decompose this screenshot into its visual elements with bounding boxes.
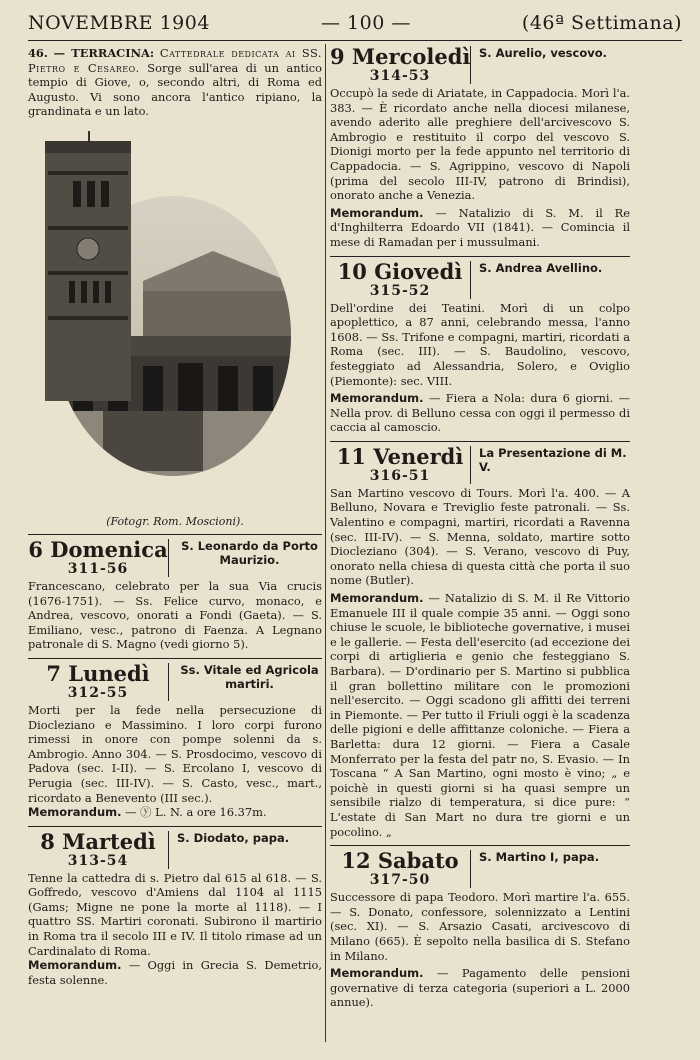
intro-text: Sorge sull'area di un antico tempio di Giove, o, secondo altri, di Roma ed Augusto. Vi sono ancora l'antico ripiano, la grandinata e un lato.	[28, 60, 322, 119]
day-10-memo-text: — Fiera a Nola: dura 6 giorni. — Nella prov. di Belluno cessa con oggi il permesso di caccia al camoscio.	[330, 391, 630, 435]
day-10-number: 315-52	[369, 282, 431, 299]
rule-11	[330, 441, 630, 442]
day-9-memo	[330, 206, 630, 250]
day-6-text: Francescano, celebrato per la sua Via crucis (1676-1751). — Ss. Felice curvo, monaco, e Andrea, vescovo, onorati a Fondi (Gaeta). — S. Emiliano, vesc., patrono di Faenza. A Legnano patronale di S. Magno (vedi giorno 5).	[28, 578, 322, 652]
day-12-text: Successore di papa Teodoro. Morì martire l'a. 655. — S. Donato, confessore, solennizzato a Lentini (sec. XI). — S. Arsazio Casati, arcivescovo di Milano (665). È sepolto nella basilica di S. Stefano in Milano.	[330, 890, 630, 963]
header-rule	[28, 40, 682, 41]
day-8-memo	[28, 958, 322, 987]
left-column	[28, 46, 322, 987]
rule-10	[330, 256, 630, 257]
day-10-header	[330, 258, 630, 299]
day-11-saint: La Presentazione di M. V.	[479, 445, 627, 474]
day-11-name: 11 Venerdì	[336, 443, 464, 469]
day-10-memo-label: Memorandum.	[330, 391, 424, 406]
photo-caption: (Fotogr. Rom. Moscioni).	[106, 514, 244, 528]
day-11-memo	[330, 591, 630, 839]
day-11-text: San Martino vescovo di Tours. Morì l'a. 400. — A Belluno, Novara e Treviglio feste patronali. — Ss. Valentino e compagni, martiri, ricordati a Ravenna (sec. III-IV). — S. Menna, soldato, martire sotto Diocleziano (304). — S. Verano, vescovo di Puy, onorato nella chiesa di questa città che porta il suo nome (Butler).	[330, 485, 630, 588]
day-8-saint: S. Diodato, papa.	[177, 830, 290, 845]
intro-title-caps: Cattedrale dedicata ai SS. Pietro e Cesareo.	[28, 46, 322, 75]
day-10-name: 10 Giovedì	[337, 258, 463, 284]
day-12-saint: S. Martino I, papa.	[479, 850, 600, 865]
rule-7	[28, 658, 322, 659]
header-month-year: NOVEMBRE 1904	[28, 12, 210, 34]
header-page-number: — 100 —	[321, 12, 411, 34]
day-9-box	[330, 46, 471, 84]
column-separator	[325, 44, 326, 1042]
day-11-header	[330, 443, 630, 484]
day-9-memo-label: Memorandum.	[330, 205, 424, 220]
intro-number: 46.	[28, 46, 48, 60]
intro-paragraph	[28, 46, 322, 119]
rule-12	[330, 845, 630, 846]
right-column	[330, 46, 630, 1010]
day-8-name: 8 Martedì	[40, 828, 156, 854]
day-7-box	[28, 660, 169, 701]
day-6-header	[28, 536, 322, 577]
day-7-name: 7 Lunedì	[46, 660, 150, 686]
day-9-text: Occupò la sede di Ariatate, in Cappadocia. Morì l'a. 383. — È ricordato anche nella diocesi milanese, avendo aderito alle preghiere dell'arcivescovo S. Ambrogio e restituito il corpo del vescovo S. Dionigi morto per la fede appunto nel territorio di Cappadocia. — S. Agrippino, vescovo di Napoli (prima del secolo III-IV, patrono di Brindisi), onorato anche a Venezia.	[330, 86, 630, 203]
day-9-header	[330, 46, 630, 84]
day-8-box	[28, 828, 169, 869]
day-10-memo	[330, 391, 630, 435]
day-7-memo	[28, 805, 322, 820]
day-9-memo-text: — Natalizio di S. M. il Re d'Inghilterra Edoardo VII (1841). — Comincia il mese di Ramadan per i mussulmani.	[330, 205, 630, 249]
day-9-saint: S. Aurelio, vescovo.	[479, 46, 607, 60]
day-7-memo-label: Memorandum.	[28, 805, 122, 820]
day-12-number: 317-50	[369, 872, 431, 889]
intro-title: — TERRACINA:	[53, 46, 155, 60]
day-10-box	[330, 258, 471, 299]
day-6-saint: S. Leonardo da Porto Maurizio.	[181, 538, 318, 567]
day-12-name: 12 Sabato	[341, 848, 459, 874]
day-6-box	[28, 536, 169, 577]
day-7-text: Morti per la fede nella persecuzione di Diocleziano e Massimino. I loro corpi furono rimessi in onore con pompe solenni da s. Ambrogio. Anno 304. — S. Prosdocimo, vescovo di Padova (sec. I-II). — S. Ercolano I, vescovo di Perugia (sec. III-IV). — S. Casto, vesc., mart., ricordato a Benevento (III sec.).	[28, 702, 322, 805]
rule-6	[28, 534, 322, 535]
page-header	[28, 8, 682, 38]
day-8-memo-text: — Oggi in Grecia S. Demetrio, festa solenne.	[28, 958, 322, 987]
rule-8	[28, 826, 322, 827]
day-6-number: 311-56	[67, 560, 129, 577]
day-12-memo-text: — Pagamento delle pensioni governative di terza categoria (superiori a L. 2000 annue).	[330, 966, 630, 1010]
day-7-saint: Ss. Vitale ed Agricola martiri.	[180, 662, 319, 691]
cathedral-photo	[43, 131, 293, 481]
day-12-header	[330, 850, 630, 888]
day-8-header	[28, 828, 322, 869]
day-8-memo-label: Memorandum.	[28, 958, 122, 973]
day-9-name: 9 Mercoledì	[330, 44, 471, 69]
day-12-memo-label: Memorandum.	[330, 966, 424, 981]
day-12-box	[330, 850, 471, 888]
day-8-text: Tenne la cattedra di s. Pietro dal 615 al 618. — S. Goffredo, vescovo d'Amiens dal 1104 al 1115 (Gams; Migne ne pone la morte al 1118). — I quattro SS. Martiri coronati. Subirono il martirio in Roma tra il secolo III e IV. Il titolo rimase ad un Cardinalato di Roma.	[28, 870, 322, 958]
day-8-number: 313-54	[67, 852, 129, 869]
day-6-name: 6 Domenica	[28, 536, 168, 562]
day-10-saint: S. Andrea Avellino.	[479, 260, 603, 275]
day-10-text: Dell'ordine dei Teatini. Morì di un colpo apoplettico, a 87 anni, celebrando messa, l'anno 1608. — Ss. Trifone e compagni, martiri, ricordati a Roma (sec. III). — S. Baudolino, vescovo, festeggiato ad Alessandria, Solero, e Oviglio (Piemonte): sec. VIII.	[330, 300, 630, 388]
day-7-number: 312-55	[67, 684, 129, 701]
day-11-box	[330, 443, 471, 484]
day-11-memo-label: Memorandum.	[330, 591, 424, 606]
cathedral-photo-illustration	[43, 131, 293, 481]
day-9-number: 314-53	[369, 68, 431, 84]
day-12-memo	[330, 966, 630, 1010]
header-week: (46ª Settimana)	[521, 12, 682, 34]
day-11-memo-text: — Natalizio di S. M. il Re Vittorio Emanuele III il quale compie 35 anni. — Oggi sono chiuse le scuole, le biblioteche governative, i musei e le gallerie. — Festa dell'esercito (ad eccezione dei corpi di artiglieria e genio che festeggiano S. Barbara). — D'ordinario per S. Martino si pubblica il gran bollettino militare con le promozioni nell'esercito. — Oggi scadono gli affitti dei terreni in Piemonte. — Per tutto il Friuli oggi è la scadenza delle pigioni e delle affittanze coloniche. — Fiera a Barletta: dura 12 giorni. — Fiera a Casale Monferrato per la festa del patr no, S. Evasio. — In Toscana “ A San Martino, ogni mosto è vino; „ e poichè in questi giorni si ha quasi sempre un sensibile rialzo di temperatura, si dice pure: “ L'estate di San Mart no dura tre giorni e un pocolino. „	[330, 591, 630, 839]
day-7-header	[28, 660, 322, 701]
day-7-memo-text: — ⓨ L. N. a ore 16.37m.	[125, 805, 267, 820]
day-11-number: 316-51	[369, 467, 431, 484]
